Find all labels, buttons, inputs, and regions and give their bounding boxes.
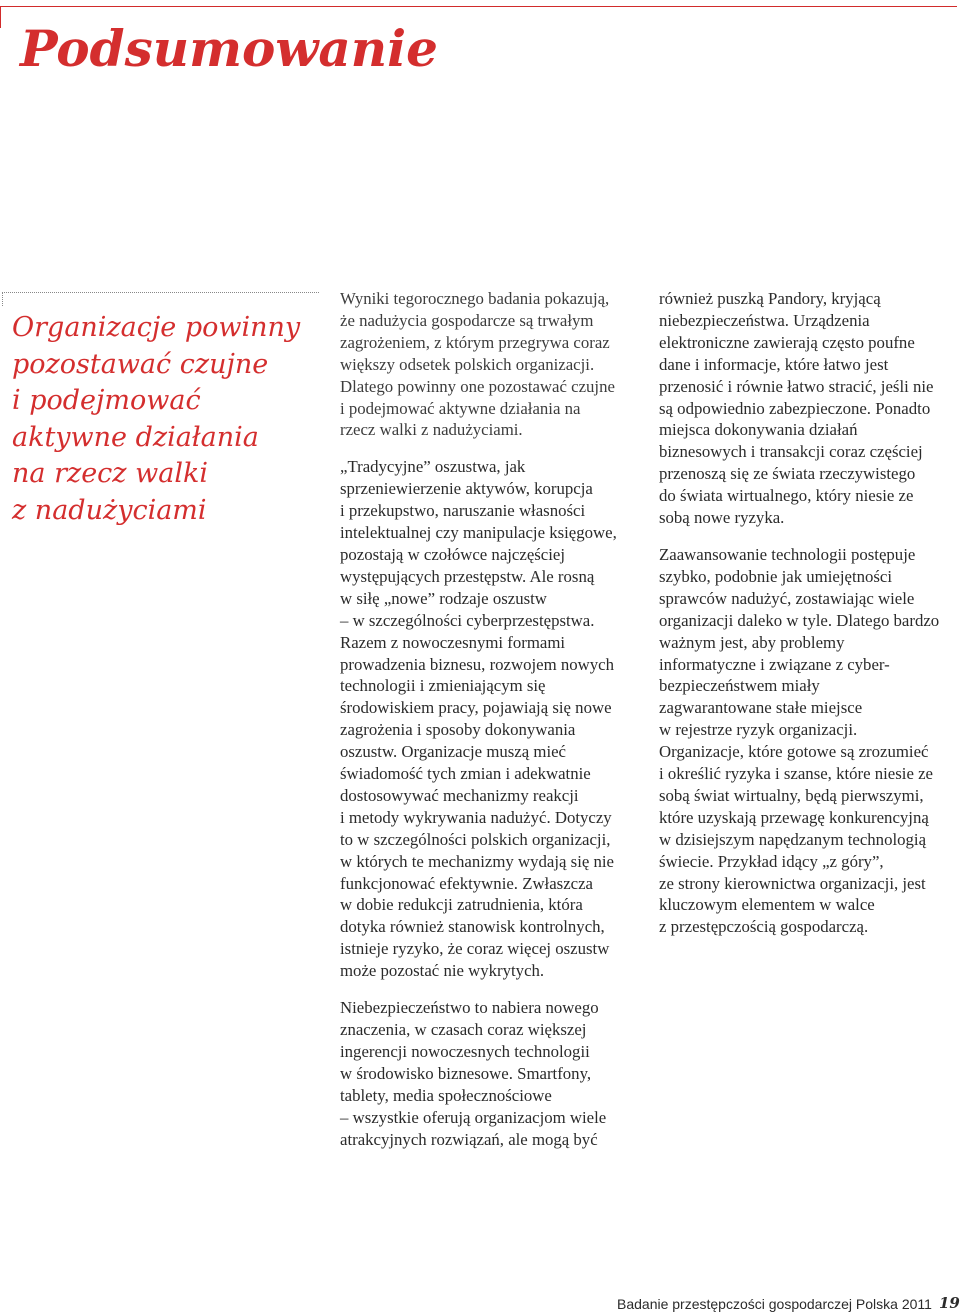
text-line: i metody wykrywania nadużyć. Dotyczy — [340, 807, 612, 827]
text-line: prowadzenia biznesu, rozwojem nowych — [340, 654, 614, 674]
text-line: świecie. Przykład idący „z góry”, — [659, 851, 884, 871]
text-line: kluczowym elementem w walce — [659, 895, 875, 915]
pull-quote-line: i podejmować — [12, 385, 201, 416]
pull-quote-line: z nadużyciami — [12, 494, 207, 526]
text-line: istnieje ryzyko, że coraz więcej oszustw — [340, 939, 610, 959]
text-line: rzecz walki z nadużyciami. — [340, 420, 523, 440]
body-paragraph — [340, 997, 645, 1150]
text-line: Dlatego powinny one pozostawać czujne — [340, 376, 615, 396]
text-line: dotyka również stanowisk kontrolnych, — [340, 917, 605, 937]
paragraph-gap — [340, 441, 645, 456]
text-line: przenosić i równie łatwo stracić, jeśli nie — [659, 376, 934, 396]
text-line: bezpieczeństwem miały — [659, 676, 820, 696]
text-line: sobą świat wirtualny, będą pierwszymi, — [659, 785, 924, 805]
paragraph-gap — [340, 982, 645, 997]
text-line: w środowisko biznesowe. Smartfony, — [340, 1063, 592, 1083]
text-line: świadomość tych zmian i adekwatnie — [340, 764, 591, 784]
text-line: w siłę „nowe” rodzaje oszustw — [340, 588, 547, 608]
text-line: i określić ryzyka i szanse, które niesie ze — [659, 764, 933, 784]
text-line: środowiskiem pracy, pojawiają się nowe — [340, 698, 612, 718]
body-paragraph — [340, 456, 645, 982]
text-line: Wyniki tegorocznego badania pokazują, — [340, 289, 610, 308]
text-line: występujących przestępstw. Ale rosną — [340, 566, 595, 586]
pull-quote-line: Organizacje powinny — [12, 312, 301, 343]
text-line: funkcjonować efektywnie. Zwłaszcza — [340, 873, 593, 893]
text-line: niebezpieczeństwa. Urządzenia — [659, 310, 870, 330]
text-line: zagwarantowane stałe miejsce — [659, 698, 863, 718]
top-rule — [0, 6, 957, 7]
text-line: sprzeniewierzenie aktywów, korupcja — [340, 479, 593, 499]
pull-quote-rule-tick — [2, 292, 3, 306]
text-line: zagrożenia i sposoby dokonywania — [340, 720, 576, 740]
text-line: w dzisiejszym napędzanym technologią — [659, 829, 927, 849]
text-line: z przestępczością gospodarczą. — [659, 917, 869, 937]
text-line: w dobie redukcji zatrudnienia, która — [340, 895, 583, 915]
text-line: zagrożeniem, z którym przegrywa coraz — [340, 332, 610, 352]
paragraph-gap — [659, 529, 959, 544]
text-column-right — [659, 288, 959, 938]
pull-quote-rule — [2, 292, 319, 293]
text-line: które uzyskają przewagę konkurencyjną — [659, 807, 929, 827]
text-line: elektroniczne zawierają często poufne — [659, 332, 915, 352]
pull-quote-line: aktywne działania — [12, 421, 259, 453]
text-line: sprawców nadużyć, zostawiając wiele — [659, 588, 915, 608]
text-line: ze strony kierownictwa organizacji, jest — [659, 873, 926, 893]
text-line: i podejmować aktywne działania na — [340, 398, 581, 418]
text-line: miejsca dokonywania działań — [659, 420, 858, 440]
text-line: tablety, media społecznościowe — [340, 1085, 552, 1105]
text-line: technologii i zmieniającym się — [340, 676, 546, 696]
text-line: Organizacje, które gotowe są zrozumieć — [659, 742, 929, 762]
text-line: ingerencji nowoczesnych technologii — [340, 1041, 590, 1061]
text-line: dane i informacje, które łatwo jest — [659, 354, 889, 374]
footer-publication-title: Badanie przestępczości gospodarczej Polska 2011 — [617, 1296, 932, 1312]
text-line: „Tradycyjne” oszustwa, jak — [340, 457, 526, 477]
text-line: przenoszą się ze świata rzeczywistego — [659, 464, 916, 484]
text-line: sobą nowe ryzyka. — [659, 508, 785, 528]
text-line: Niebezpieczeństwo to nabiera nowego — [340, 998, 599, 1018]
body-paragraph — [659, 288, 959, 529]
text-line: intelektualnej czy manipulacje księgowe, — [340, 523, 617, 543]
top-rule-tick — [0, 6, 1, 28]
text-line: oszustw. Organizacje muszą mieć — [340, 742, 566, 762]
text-line: Razem z nowoczesnymi formami — [340, 632, 566, 652]
page-title: Podsumowanie — [20, 19, 438, 78]
body-paragraph — [659, 544, 959, 938]
text-line: może pozostać nie wykrytych. — [340, 961, 545, 981]
text-line: organizacji daleko w tyle. Dlatego bardzo — [659, 610, 940, 630]
text-line: dostosowywać mechanizmy reakcji — [340, 785, 579, 805]
text-line: do świata wirtualnego, który niesie ze — [659, 486, 914, 506]
text-line: większy odsetek polskich organizacji. — [340, 354, 595, 374]
text-line: w rejestrze ryzyk organizacji. — [659, 720, 858, 740]
text-line: w których te mechanizmy wydają się nie — [340, 851, 614, 871]
pull-quote-line: pozostawać czujne — [12, 348, 269, 380]
lead-paragraph — [340, 288, 645, 441]
text-line: atrakcyjnych rozwiązań, ale mogą być — [340, 1129, 598, 1149]
text-line: informatyczne i związane z cyber- — [659, 654, 890, 674]
text-line: – w szczególności cyberprzestępstwa. — [340, 610, 595, 630]
text-line: Zaawansowanie technologii postępuje — [659, 544, 916, 564]
text-line: – wszystkie oferują organizacjom wiele — [340, 1107, 607, 1127]
text-line: szybko, podobnie jak umiejętności — [659, 566, 893, 586]
text-column-left — [340, 288, 645, 1150]
text-line: ważnym jest, aby problemy — [659, 632, 845, 652]
pull-quote — [12, 310, 322, 529]
pull-quote-line: na rzecz walki — [12, 458, 208, 489]
page-number: 19 — [939, 1294, 960, 1312]
text-line: znaczenia, w czasach coraz większej — [340, 1020, 587, 1039]
text-line: również puszką Pandory, kryjącą — [659, 289, 881, 308]
text-line: że nadużycia gospodarcze są trwałym — [340, 310, 594, 330]
text-line: są odpowiednio zabezpieczone. Ponadto — [659, 398, 931, 418]
text-line: i przekupstwo, naruszanie własności — [340, 501, 586, 521]
text-line: to w szczególności polskich organizacji, — [340, 829, 611, 849]
text-line: biznesowych i transakcji coraz częściej — [659, 442, 923, 462]
text-line: pozostają w czołówce najczęściej — [340, 544, 566, 564]
